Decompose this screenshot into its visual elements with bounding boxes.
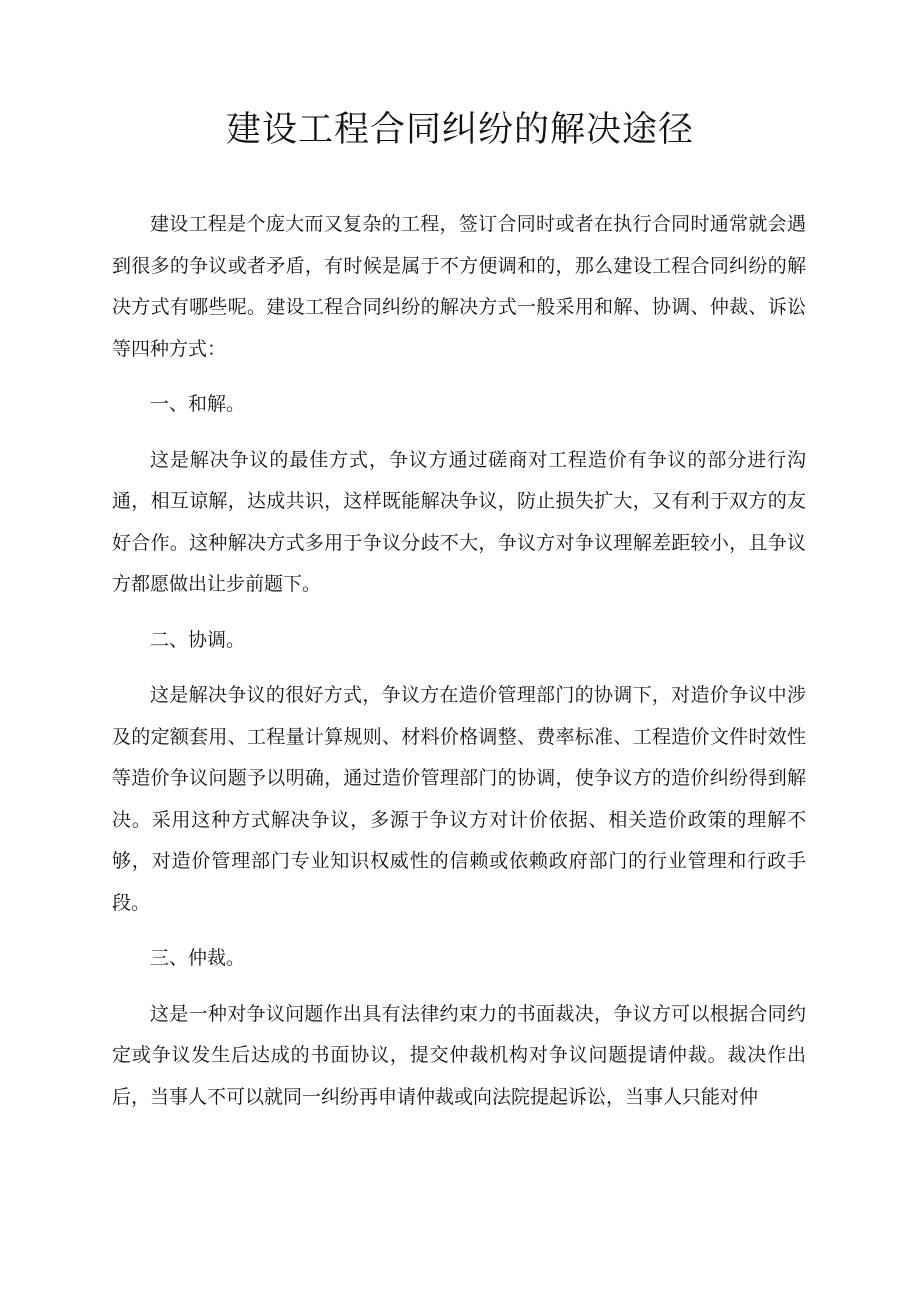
- document-body: [112, 204, 806, 1118]
- section-heading-coordination: 二、协调。: [150, 628, 246, 651]
- section-heading-reconciliation: 一、和解。: [150, 393, 246, 415]
- document-title: 建设工程合同纠纷的解决途径: [225, 110, 694, 150]
- coordination-paragraph: 这是解决争议的很好方式，争议方在造价管理部门的协调下，对造价争议中涉及的定额套用、工程量计算规则、材料价格调整、费率标准、工程造价文件时效性等造价争议问题予以明确，通过造价管理部门的协调，使争议方的造价纠纷得到解决。采用这种方式解决争议，多源于争议方对计价依据、相关造价政策的理解不够，对造价管理部门专业知识权威性的信赖或依赖政府部门的行业管理和行政手段。: [112, 684, 806, 914]
- section-heading-arbitration: 三、仲裁。: [150, 947, 246, 969]
- reconciliation-paragraph: 这是解决争议的最佳方式，争议方通过磋商对工程造价有争议的部分进行沟通，相互谅解，达成共识，这样既能解决争议，防止损失扩大，又有利于双方的友好合作。这种解决方式多用于争议分歧不大，争议方对争议理解差距较小，且争议方都愿做出让步前题下。: [112, 448, 806, 595]
- arbitration-paragraph: 这是一种对争议问题作出具有法律约束力的书面裁决，争议方可以根据合同约定或争议发生后达成的书面协议，提交仲裁机构对争议问题提请仲裁。裁决作出后，当事人不可以就同一纠纷再申请仲裁或向法院提起诉讼，当事人只能对仲: [112, 1002, 806, 1108]
- intro-paragraph: 建设工程是个庞大而又复杂的工程，签订合同时或者在执行合同时通常就会遇到很多的争议或者矛盾，有时候是属于不方便调和的，那么建设工程合同纠纷的解决方式有哪些呢。建设工程合同纠纷的解决方式一般采用和解、协调、仲裁、诉讼等四种方式：: [112, 213, 806, 360]
